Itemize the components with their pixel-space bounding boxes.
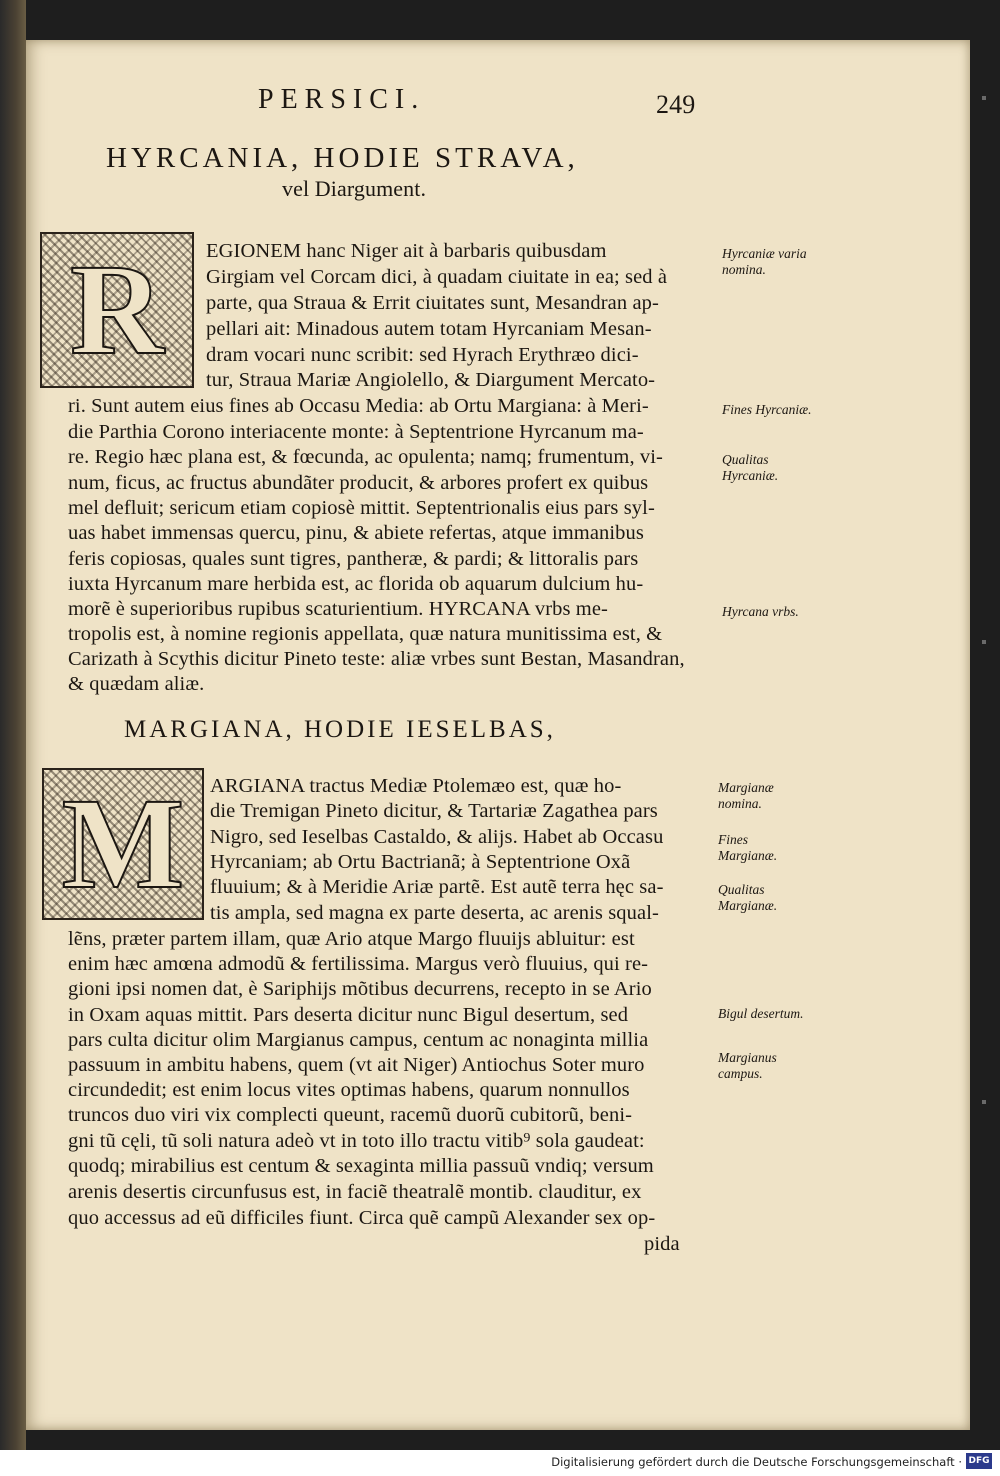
decorated-initial-r (40, 232, 194, 388)
body-line: lẽns, præter partem illam, quæ Ario atque Margo fluuijs abluitur: est (68, 928, 635, 950)
marginal-note: Margianæ nomina. (718, 780, 774, 811)
body-line: num, ficus, ac fructus abundãter producit, & arbores profert ex quibus (68, 472, 649, 494)
body-line: die Parthia Corono interiacente monte: à Septentrione Hyrcanum ma- (68, 421, 644, 443)
body-line: enim hæc amœna admodũ & fertilissima. Margus verò fluuius, qui re- (68, 953, 649, 975)
body-line: in Oxam aquas mittit. Pars deserta dicitur nunc Bigul desertum, sed (68, 1004, 629, 1026)
body-line: pars culta dicitur olim Margianus campus, centum ac nonaginta millia (68, 1029, 649, 1051)
body-line: ri. Sunt autem eius fines ab Occasu Media: ab Ortu Margiana: à Meri- (68, 395, 649, 417)
section-heading-margiana: MARGIANA, HODIE IESELBAS, (124, 716, 556, 743)
running-head: PERSICI. (258, 84, 426, 115)
marginal-note: Fines Margianæ. (718, 832, 778, 863)
initial-letter-m: M (61, 772, 185, 916)
body-line: morẽ è superioribus rupibus scaturientium. HYRCANA vrbs me- (68, 598, 608, 620)
section-subheading-hyrcania: vel Diargument. (282, 176, 427, 201)
body-line: truncos duo viri vix complecti queunt, racemũ duorũ cubitorũ, beni- (68, 1104, 633, 1126)
body-line: gioni ipsi nomen dat, è Sariphijs mõtibus decurrens, recepto in se Ario (68, 978, 652, 1000)
marginal-note: Margianus campus. (718, 1050, 777, 1081)
dfg-logo-icon: DFG (966, 1453, 992, 1469)
body-line: feris copiosas, quales sunt tigres, pantheræ, & pardi; & littoralis pars (68, 548, 639, 570)
scan-tick (982, 96, 986, 100)
binding-fold (0, 0, 26, 1450)
body-line: tis ampla, sed magna ex parte deserta, ac arenis squal- (210, 902, 659, 924)
initial-letter-r: R (70, 238, 164, 382)
body-line: uas habet immensas quercu, pinu, & abiete refertas, atque immanibus (68, 522, 644, 544)
body-line: fluuium; & à Meridie Ariæ partẽ. Est autẽ terra hęc sa- (210, 876, 664, 898)
body-line: Nigro, sed Ieselbas Castaldo, & alijs. Habet ab Occasu (210, 826, 664, 848)
marginal-note: Bigul desertum. (718, 1006, 804, 1021)
scan-tick (982, 1100, 986, 1104)
decorated-initial-m (42, 768, 204, 920)
body-line: re. Regio hæc plana est, & fœcunda, ac opulenta; namq; frumentum, vi- (68, 446, 663, 468)
marginal-note: Hyrcana vrbs. (722, 604, 799, 619)
body-line: quo accessus ad eũ difficiles fiunt. Circa quẽ campũ Alexander sex op- (68, 1207, 656, 1229)
body-line: Hyrcaniam; ab Ortu Bactrianã; à Septentrione Oxã (210, 851, 631, 873)
body-line: quodq; mirabilius est centum & sexaginta millia passuũ vndiq; versum (68, 1155, 654, 1177)
section-heading-hyrcania: HYRCANIA, HODIE STRAVA, (106, 142, 579, 174)
body-line: dram vocari nunc scribit: sed Hyrach Erythræo dici- (206, 344, 639, 366)
body-line: die Tremigan Pineto dicitur, & Tartariæ Zagathea pars (210, 800, 658, 822)
body-line: EGIONEM hanc Niger ait à barbaris quibusdam (206, 240, 607, 262)
body-line: mel defluit; sericum etiam copiosè mittit. Septentrionalis eius pars syl- (68, 497, 655, 519)
marginal-note: Qualitas Hyrcaniæ. (722, 452, 779, 483)
body-line: pellari ait: Minadous autem totam Hyrcaniam Mesan- (206, 318, 652, 340)
body-line: ARGIANA tractus Mediæ Ptolemæo est, quæ ho- (210, 775, 622, 797)
body-line: & quædam aliæ. (68, 673, 205, 695)
body-line: Girgiam vel Corcam dici, à quadam ciuitate in ea; sed à (206, 266, 668, 288)
body-line: tropolis est, à nomine regionis appellata, quæ natura munitissima est, & (68, 623, 663, 645)
body-line: passuum in ambitu habens, quem (vt ait Niger) Antiochus Soter muro (68, 1054, 645, 1076)
marginal-note: Qualitas Margianæ. (718, 882, 778, 913)
marginal-note: Fines Hyrcaniæ. (722, 402, 812, 417)
folio-number: 249 (656, 90, 696, 119)
body-line: tur, Straua Mariæ Angiolello, & Diargument Mercato- (206, 369, 656, 391)
body-line: gni tũ cęli, tũ soli natura adeò vt in toto illo tractu vitib⁹ sola gaudeat: (68, 1130, 645, 1152)
body-line: circundedit; est enim locus vites optimas habens, quarum nonnullos (68, 1079, 630, 1101)
body-line: parte, qua Straua & Errit ciuitates sunt, Mesandran ap- (206, 292, 659, 314)
body-line: iuxta Hyrcanum mare herbida est, ac florida ob aquarum dulcium hu- (68, 573, 644, 595)
body-line: arenis desertis circunfusus est, in faciẽ theatralẽ montib. clauditur, ex (68, 1181, 642, 1203)
footer-credit: Digitalisierung gefördert durch die Deutsche Forschungsgemeinschaft · (551, 1455, 962, 1469)
catchword: pida (644, 1233, 680, 1255)
body-line: Carizath à Scythis dicitur Pineto teste: aliæ vrbes sunt Bestan, Masandran, (68, 648, 685, 670)
marginal-note: Hyrcaniæ varia nomina. (722, 246, 807, 277)
scan-tick (982, 640, 986, 644)
